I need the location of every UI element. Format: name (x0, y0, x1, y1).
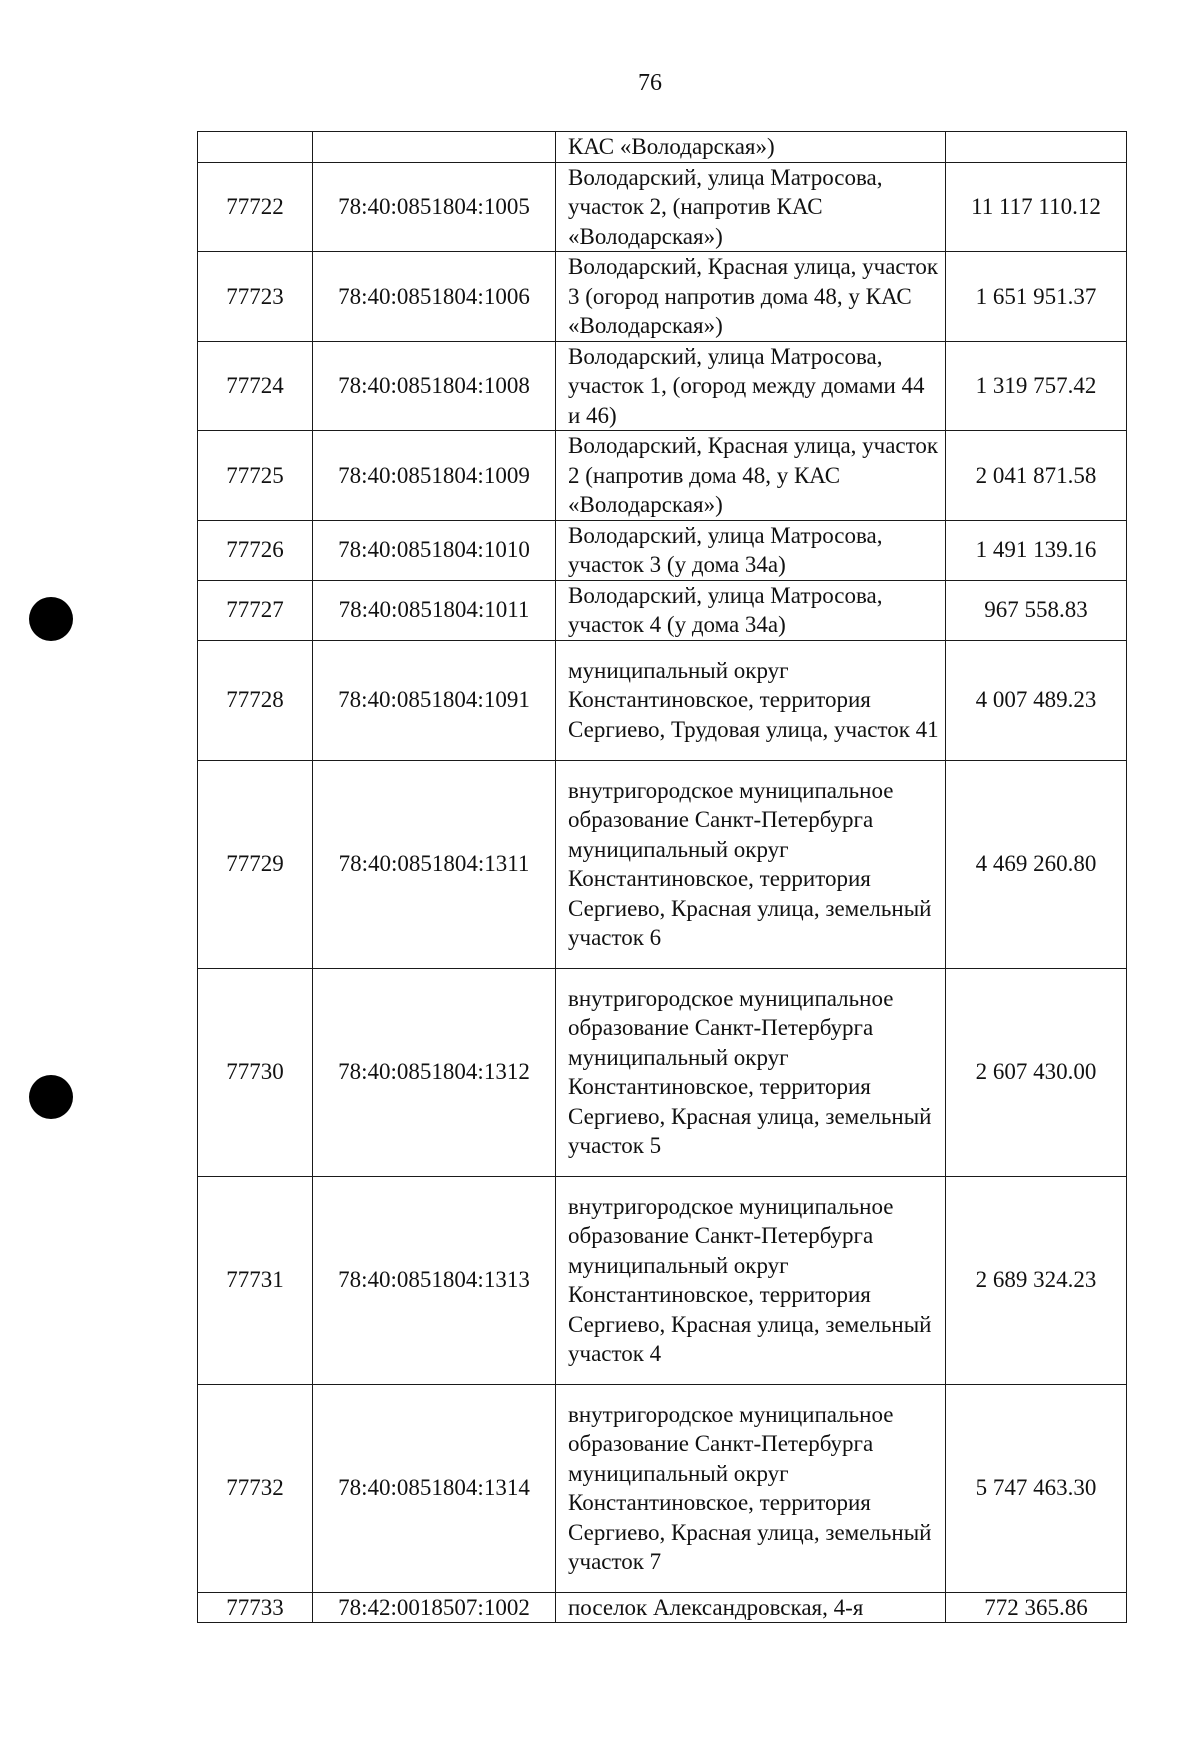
row-number-cell: 77725 (198, 431, 313, 521)
address-cell: Володарский, улица Матросова, участок 3 (у дома 34а) (556, 520, 946, 580)
cadastral-number-cell: 78:40:0851804:1311 (313, 760, 556, 968)
row-number-cell: 77731 (198, 1176, 313, 1384)
cadastral-value-cell (946, 132, 1127, 163)
cadastral-value-cell: 967 558.83 (946, 580, 1127, 640)
cadastral-value-cell: 1 319 757.42 (946, 341, 1127, 431)
cadastral-number-cell: 78:40:0851804:1010 (313, 520, 556, 580)
address-cell: Володарский, улица Матросова, участок 2, (напротив КАС «Володарская») (556, 162, 946, 252)
table-row (198, 341, 1127, 431)
cadastral-value-cell: 2 689 324.23 (946, 1176, 1127, 1384)
row-number-cell: 77730 (198, 968, 313, 1176)
table-row (198, 1176, 1127, 1384)
cadastral-number-cell: 78:40:0851804:1312 (313, 968, 556, 1176)
cadastral-value-cell: 772 365.86 (946, 1592, 1127, 1623)
row-number-cell: 77729 (198, 760, 313, 968)
table-row (198, 520, 1127, 580)
land-registry-table (197, 131, 1127, 1623)
cadastral-number-cell: 78:40:0851804:1006 (313, 252, 556, 342)
table-row (198, 162, 1127, 252)
punch-hole (29, 1075, 73, 1119)
row-number-cell: 77724 (198, 341, 313, 431)
row-number-cell: 77732 (198, 1384, 313, 1592)
row-number-cell: 77723 (198, 252, 313, 342)
table-row (198, 132, 1127, 163)
cadastral-number-cell: 78:40:0851804:1091 (313, 640, 556, 760)
address-cell: Володарский, улица Матросова, участок 1, (огород между домами 44 и 46) (556, 341, 946, 431)
row-number-cell: 77722 (198, 162, 313, 252)
cadastral-number-cell: 78:40:0851804:1008 (313, 341, 556, 431)
cadastral-value-cell: 4 007 489.23 (946, 640, 1127, 760)
cadastral-value-cell: 1 491 139.16 (946, 520, 1127, 580)
page-number: 76 (638, 70, 662, 96)
row-number-cell: 77733 (198, 1592, 313, 1623)
table-row (198, 640, 1127, 760)
cadastral-value-cell: 5 747 463.30 (946, 1384, 1127, 1592)
address-cell: муниципальный округ Константиновское, территория Сергиево, Трудовая улица, участок 41 (556, 640, 946, 760)
cadastral-value-cell: 11 117 110.12 (946, 162, 1127, 252)
address-cell: поселок Александровская, 4-я (556, 1592, 946, 1623)
cadastral-number-cell: 78:40:0851804:1314 (313, 1384, 556, 1592)
cadastral-number-cell: 78:40:0851804:1005 (313, 162, 556, 252)
cadastral-value-cell: 4 469 260.80 (946, 760, 1127, 968)
table-row (198, 431, 1127, 521)
table-row (198, 1592, 1127, 1623)
cadastral-number-cell: 78:42:0018507:1002 (313, 1592, 556, 1623)
cadastral-number-cell: 78:40:0851804:1313 (313, 1176, 556, 1384)
table-row (198, 1384, 1127, 1592)
table-row (198, 252, 1127, 342)
row-number-cell: 77727 (198, 580, 313, 640)
cadastral-number-cell: 78:40:0851804:1009 (313, 431, 556, 521)
address-cell: Володарский, Красная улица, участок 2 (напротив дома 48, у КАС «Володарская») (556, 431, 946, 521)
cadastral-value-cell: 2 607 430.00 (946, 968, 1127, 1176)
cadastral-number-cell: 78:40:0851804:1011 (313, 580, 556, 640)
cadastral-value-cell: 1 651 951.37 (946, 252, 1127, 342)
address-cell: внутригородское муниципальное образование Санкт-Петербурга муниципальный округ Константиновское, территория Сергиево, Красная улица, земельный участок 4 (556, 1176, 946, 1384)
address-cell: внутригородское муниципальное образование Санкт-Петербурга муниципальный округ Константиновское, территория Сергиево, Красная улица, земельный участок 7 (556, 1384, 946, 1592)
address-cell: внутригородское муниципальное образование Санкт-Петербурга муниципальный округ Константиновское, территория Сергиево, Красная улица, земельный участок 5 (556, 968, 946, 1176)
row-number-cell: 77728 (198, 640, 313, 760)
cadastral-value-cell: 2 041 871.58 (946, 431, 1127, 521)
row-number-cell (198, 132, 313, 163)
cadastral-number-cell (313, 132, 556, 163)
punch-hole (29, 597, 73, 641)
table-row (198, 580, 1127, 640)
address-cell: внутригородское муниципальное образование Санкт-Петербурга муниципальный округ Константиновское, территория Сергиево, Красная улица, земельный участок 6 (556, 760, 946, 968)
address-cell: Володарский, Красная улица, участок 3 (огород напротив дома 48, у КАС «Володарская») (556, 252, 946, 342)
row-number-cell: 77726 (198, 520, 313, 580)
address-cell: Володарский, улица Матросова, участок 4 (у дома 34а) (556, 580, 946, 640)
table-row (198, 968, 1127, 1176)
table-row (198, 760, 1127, 968)
address-cell: КАС «Володарская») (556, 132, 946, 163)
